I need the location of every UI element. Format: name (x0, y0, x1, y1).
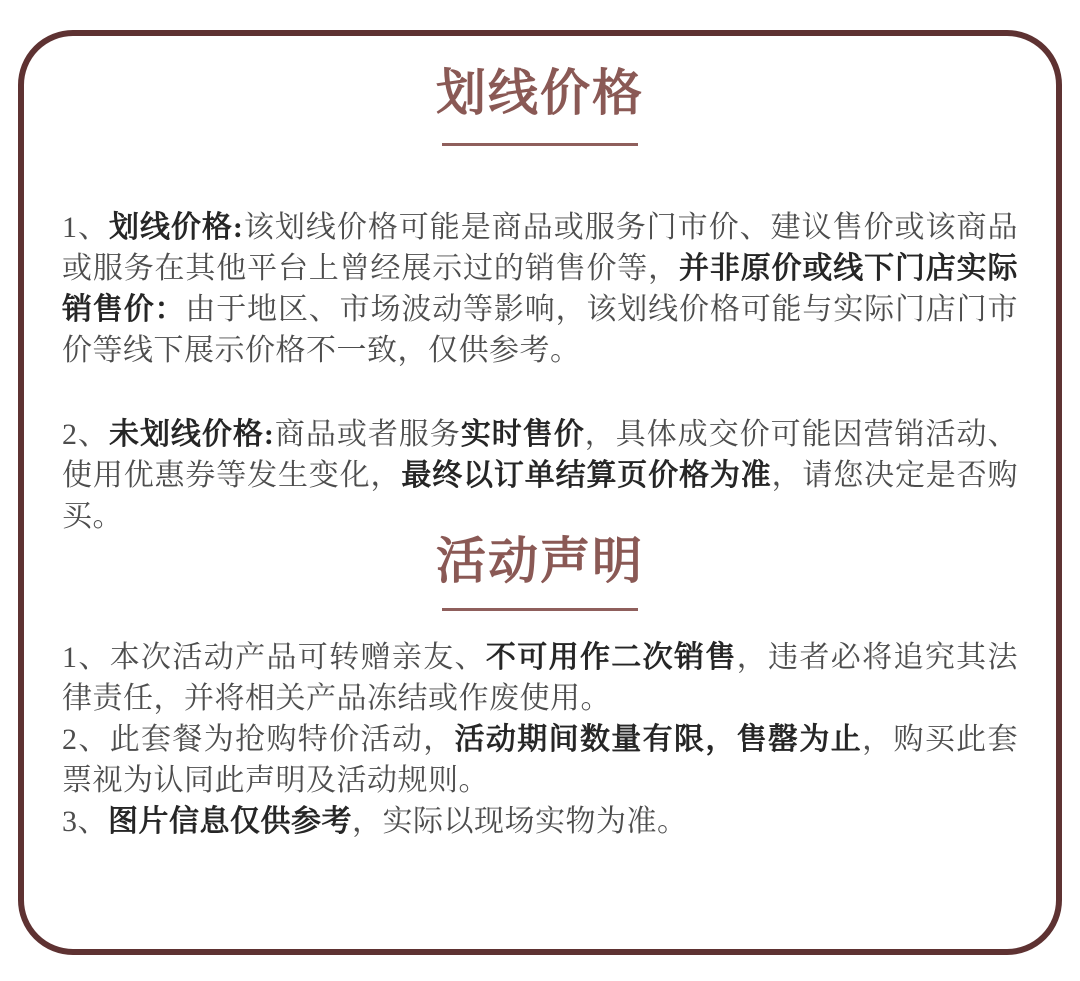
text-run: 该划线价格可能是商品或服务门市价、建议售价或该商品或服务在其他平台上曾经展示过的销售价等， (62, 211, 1019, 285)
statement-item-3 (62, 801, 1018, 842)
statement-item-1 (62, 637, 1018, 719)
text-run: 3、 (62, 805, 108, 838)
text-run: 2、此套餐为抢购特价活动， (62, 723, 455, 756)
text-run: 1、 (62, 211, 109, 244)
text-run-bold: 划线价格: (108, 211, 244, 244)
section-title-strikethrough-price: 划线价格 (436, 65, 644, 121)
text-run: 1、本次活动产品可转赠亲友、 (62, 641, 486, 674)
text-run: ，请您决定是否购买。 (62, 459, 1019, 533)
title-divider (442, 143, 638, 146)
text-run-bold: 实时售价 (460, 418, 585, 451)
text-run-bold: 并非原价或线下门店实际销售价： (62, 252, 1018, 326)
text-run: ，具体成交价可能因营销活动、使用优惠券等发生变化， (62, 418, 1019, 492)
text-run: 商品或者服务 (274, 418, 461, 451)
text-run: ，购买此套票视为认同此声明及活动规则。 (62, 723, 1019, 797)
section-title-activity-statement: 活动声明 (436, 533, 644, 589)
text-run-bold: 活动期间数量有限，售罄为止 (454, 723, 863, 756)
text-run: ，实际以现场实物为准。 (352, 805, 688, 838)
text-run: 由于地区、市场波动等影响，该划线价格可能与实际门店门市价等线下展示价格不一致，仅供参考。 (62, 293, 1019, 367)
text-run-bold: 图片信息仅供参考 (108, 805, 352, 838)
text-run-bold: 最终以订单结算页价格为准 (401, 459, 772, 492)
text-run-bold: 不可用作二次销售 (485, 641, 737, 674)
text-run: 2、 (62, 418, 109, 451)
text-run: ，违者必将追究其法律责任，并将相关产品冻结或作废使用。 (62, 641, 1019, 715)
pricing-paragraph-2 (62, 414, 1018, 537)
statement-item-2 (62, 719, 1018, 801)
activity-statement-list (62, 637, 1018, 842)
pricing-paragraph-1 (62, 207, 1018, 371)
title-divider (442, 608, 638, 611)
text-run-bold: 未划线价格: (108, 418, 275, 451)
